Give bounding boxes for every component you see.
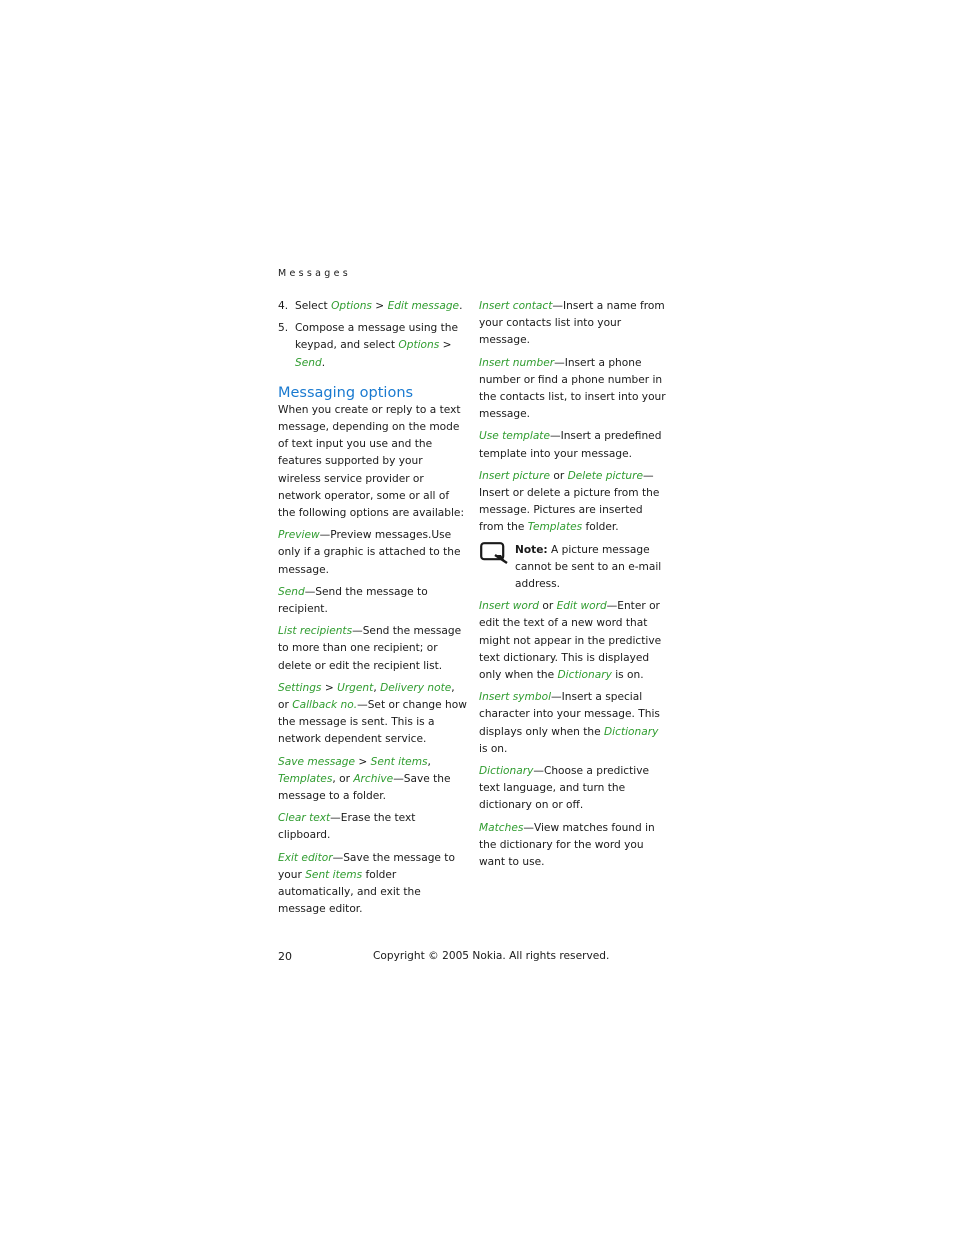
menu-send: Send (295, 356, 322, 369)
menu-options: Options (398, 339, 440, 352)
copyright-notice: Copyright © 2005 Nokia. All rights reserved. (373, 950, 610, 962)
step-number: 5. (278, 322, 289, 335)
option-save-message: Save message > Sent items, Templates, or Archive—Save the message to a folder. (278, 755, 451, 803)
section-header: Messages (278, 268, 351, 279)
option-matches: Matches—View matches found in the dictionary for the word you want to use. (479, 821, 655, 869)
option-list-recipients: List recipients—Send the message to more than one recipient; or delete or edit the recipient list. (278, 625, 462, 672)
menu-options: Options (331, 300, 372, 312)
step-4: 4. Select Options > Edit message. (278, 298, 468, 315)
option-use-template: Use template—Insert a predefined template into your message. (479, 430, 662, 460)
note-icon (480, 542, 508, 564)
note-label: Note: (515, 543, 548, 556)
step-5: 5. Compose a message using the keypad, and select Options > Send. (278, 322, 459, 369)
option-insert-contact: Insert contact—Insert a name from your contacts list into your message. (479, 300, 665, 347)
option-insert-picture: Insert picture or Delete picture—Insert or delete a picture from the message. Pictures are inserted from the Templates folder. (479, 469, 660, 534)
option-settings: Settings > Urgent, Delivery note, or Callback no.—Set or change how the message is sent. This is a network dependent service. (278, 681, 467, 746)
option-insert-symbol: Insert symbol—Insert a special character into your message. This displays only when the Dictionary is on. (479, 691, 660, 755)
section-heading: Messaging options (278, 384, 414, 401)
page-number: 20 (278, 950, 292, 963)
option-clear-text: Clear text—Erase the text clipboard. (278, 812, 416, 842)
menu-edit-message: Edit message (387, 300, 460, 312)
option-send: Send—Send the message to recipient. (278, 585, 428, 616)
right-column (479, 298, 669, 876)
option-insert-word: Insert word or Edit word—Enter or edit the text of a new word that might not appear in the predictive text dictionary. This is displayed only when the Dictionary is on. (479, 600, 662, 682)
option-dictionary: Dictionary—Choose a predictive text language, and turn the dictionary on or off. (479, 765, 650, 812)
step-number: 4. (278, 300, 289, 312)
intro-paragraph: When you create or reply to a text message, depending on the mode of text input you use and the features supported by your wireless service provider or network operator, some or all of the following options are available: (278, 403, 465, 520)
left-column (278, 298, 468, 924)
note-block (479, 542, 669, 594)
option-insert-number: Insert number—Insert a phone number or find a phone number in the contacts list, to insert into your message. (479, 356, 666, 421)
option-exit-editor: Exit editor—Save the message to your Sent items folder automatically, and exit the message editor. (278, 851, 455, 916)
note-text: A picture message cannot be sent to an e-mail address. (515, 543, 662, 591)
option-preview: Preview—Preview messages.Use only if a graphic is attached to the message. (278, 529, 461, 576)
